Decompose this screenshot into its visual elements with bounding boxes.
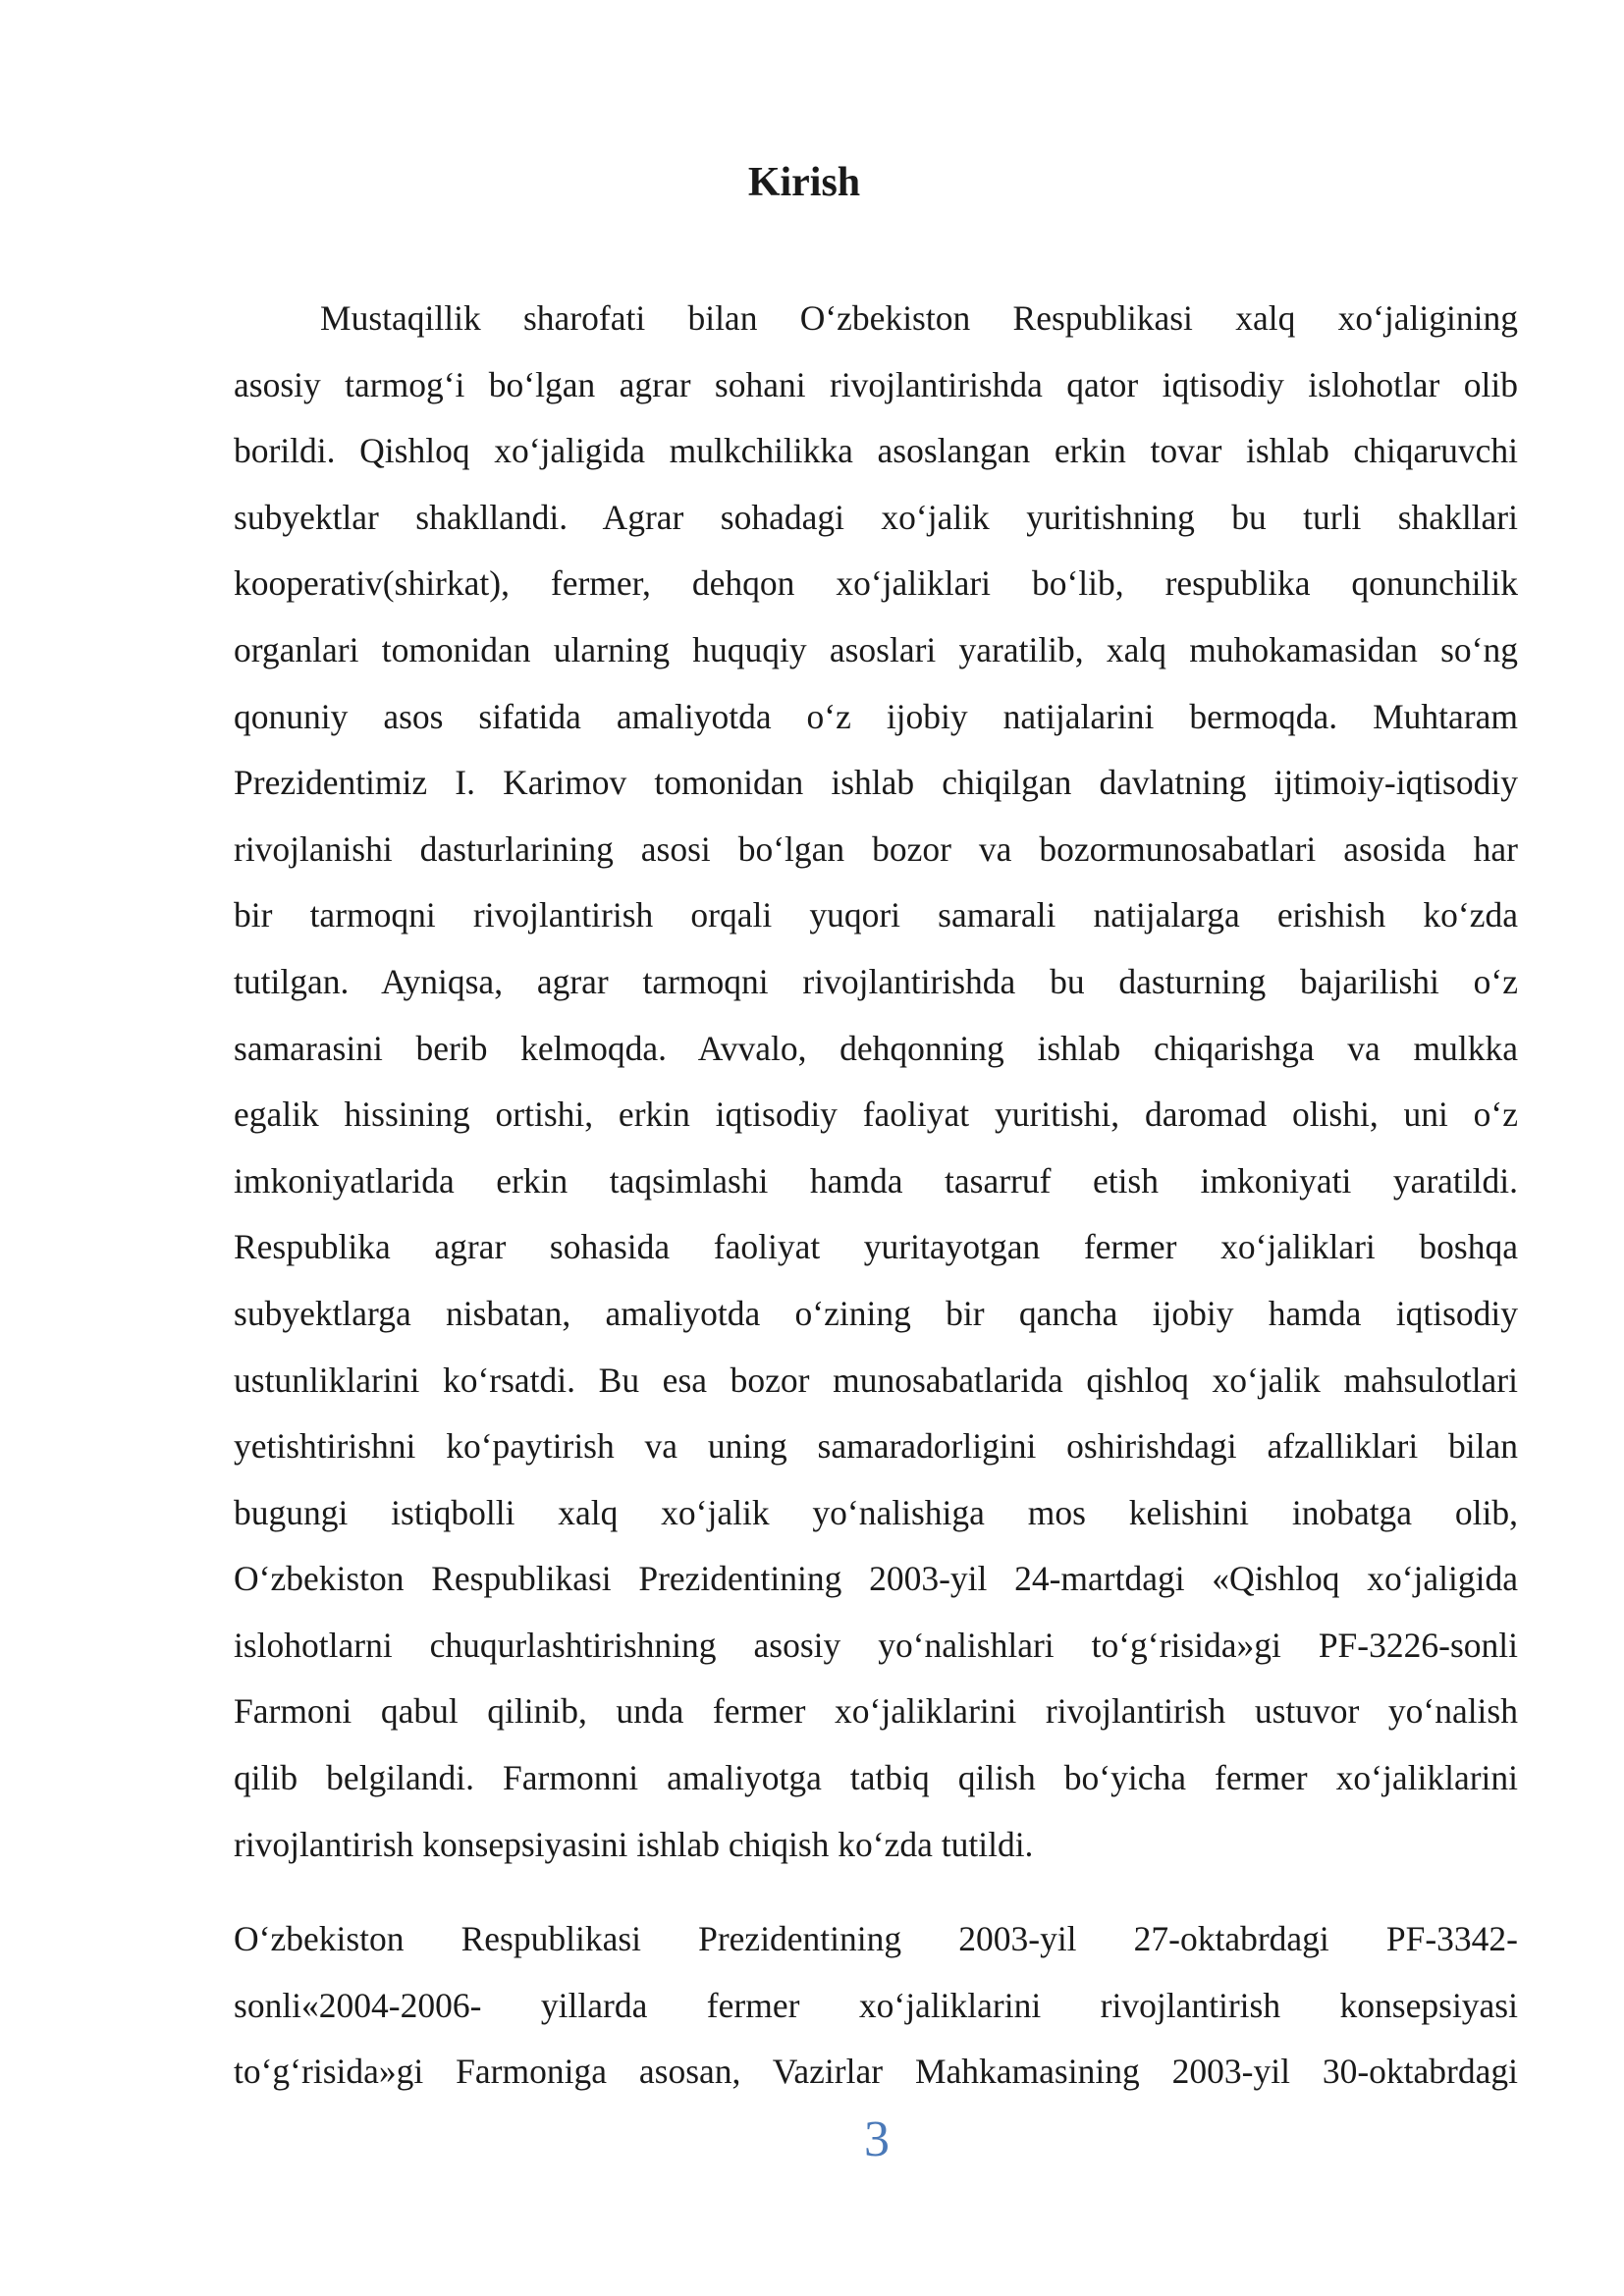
text-line: Mustaqillik sharofati bilan O‘zbekiston Respublikasi xalq xo‘jaligining bbox=[320, 298, 1518, 338]
page-number: 3 bbox=[864, 2111, 890, 2167]
text-line: organlari tomonidan ularning huquqiy asoslari yaratilib, xalq muhokamasidan so‘ng bbox=[234, 629, 1518, 669]
text-line: yetishtirishni ko‘paytirish va uning samaradorligini oshirishdagi afzalliklari bilan bbox=[234, 1426, 1518, 1467]
text-line: bir tarmoqni rivojlantirish orqali yuqori samarali natijalarga erishish ko‘zda bbox=[234, 895, 1518, 935]
text-line: rivojlantirish konsepsiyasini ishlab chiqish ko‘zda tutildi. bbox=[234, 1824, 1034, 1864]
text-line: O‘zbekiston Respublikasi Prezidentining 2003-yil 24-martdagi «Qishloq xo‘jaligida bbox=[234, 1559, 1518, 1599]
text-line: subyektlar shakllandi. Agrar sohadagi xo‘jalik yuritishning bu turli shakllari bbox=[234, 497, 1518, 537]
text-line: islohotlarni chuqurlashtirishning asosiy yo‘nalishlari to‘g‘risida»gi PF-3226-sonli bbox=[234, 1625, 1518, 1665]
text-line: subyektlarga nisbatan, amaliyotda o‘zining bir qancha ijobiy hamda iqtisodiy bbox=[234, 1293, 1518, 1333]
text-line: borildi. Qishloq xo‘jaligida mulkchilikka asoslangan erkin tovar ishlab chiqaruvchi bbox=[234, 431, 1518, 471]
text-line: ustunliklarini ko‘rsatdi. Bu esa bozor munosabatlarida qishloq xo‘jalik mahsulotlari bbox=[234, 1360, 1518, 1400]
text-line: Respublika agrar sohasida faoliyat yuritayotgan fermer xo‘jaliklari boshqa bbox=[234, 1227, 1518, 1267]
text-line: kooperativ(shirkat), fermer, dehqon xo‘jaliklari bo‘lib, respublika qonunchilik bbox=[234, 563, 1518, 604]
text-line: Prezidentimiz I. Karimov tomonidan ishlab chiqilgan davlatning ijtimoiy-iqtisodiy bbox=[234, 763, 1518, 803]
paragraph-2 bbox=[234, 1906, 1518, 2106]
text-line: O‘zbekiston Respublikasi Prezidentining 2003-yil 27-oktabrdagi PF-3342- bbox=[234, 1919, 1518, 1958]
text-line: to‘g‘risida»gi Farmoniga asosan, Vazirlar Mahkamasining 2003-yil 30-oktabrdagi bbox=[234, 2052, 1518, 2092]
text-line: imkoniyatlarida erkin taqsimlashi hamda tasarruf etish imkoniyati yaratildi. bbox=[234, 1160, 1518, 1201]
text-line: egalik hissining ortishi, erkin iqtisodiy faoliyat yuritishi, daromad olishi, uni o‘z bbox=[234, 1095, 1518, 1135]
text-line: samarasini berib kelmoqda. Avvalo, dehqonning ishlab chiqarishga va mulkka bbox=[234, 1028, 1518, 1068]
page-title: Kirish bbox=[747, 160, 861, 205]
text-line: asosiy tarmog‘i bo‘lgan agrar sohani rivojlantirishda qator iqtisodiy islohotlar olib bbox=[234, 364, 1518, 404]
text-line: qonuniy asos sifatida amaliyotda o‘z ijobiy natijalarini bermoqda. Muhtaram bbox=[234, 696, 1518, 736]
paragraph-1 bbox=[234, 286, 1518, 1878]
text-line: sonli«2004-2006- yillarda fermer xo‘jaliklarini rivojlantirish konsepsiyasi bbox=[234, 1985, 1518, 2025]
text-line: rivojlanishi dasturlarining asosi bo‘lgan bozor va bozormunosabatlari asosida har bbox=[234, 828, 1518, 869]
text-line: Farmoni qabul qilinib, unda fermer xo‘jaliklarini rivojlantirish ustuvor yo‘nalish bbox=[234, 1691, 1518, 1732]
text-line: qilib belgilandi. Farmonni amaliyotga tatbiq qilish bo‘yicha fermer xo‘jaliklarini bbox=[234, 1758, 1518, 1798]
text-line: bugungi istiqbolli xalq xo‘jalik yo‘nalishiga mos kelishini inobatga olib, bbox=[234, 1492, 1518, 1532]
text-line: tutilgan. Ayniqsa, agrar tarmoqni rivojlantirishda bu dasturning bajarilishi o‘z bbox=[234, 961, 1518, 1001]
